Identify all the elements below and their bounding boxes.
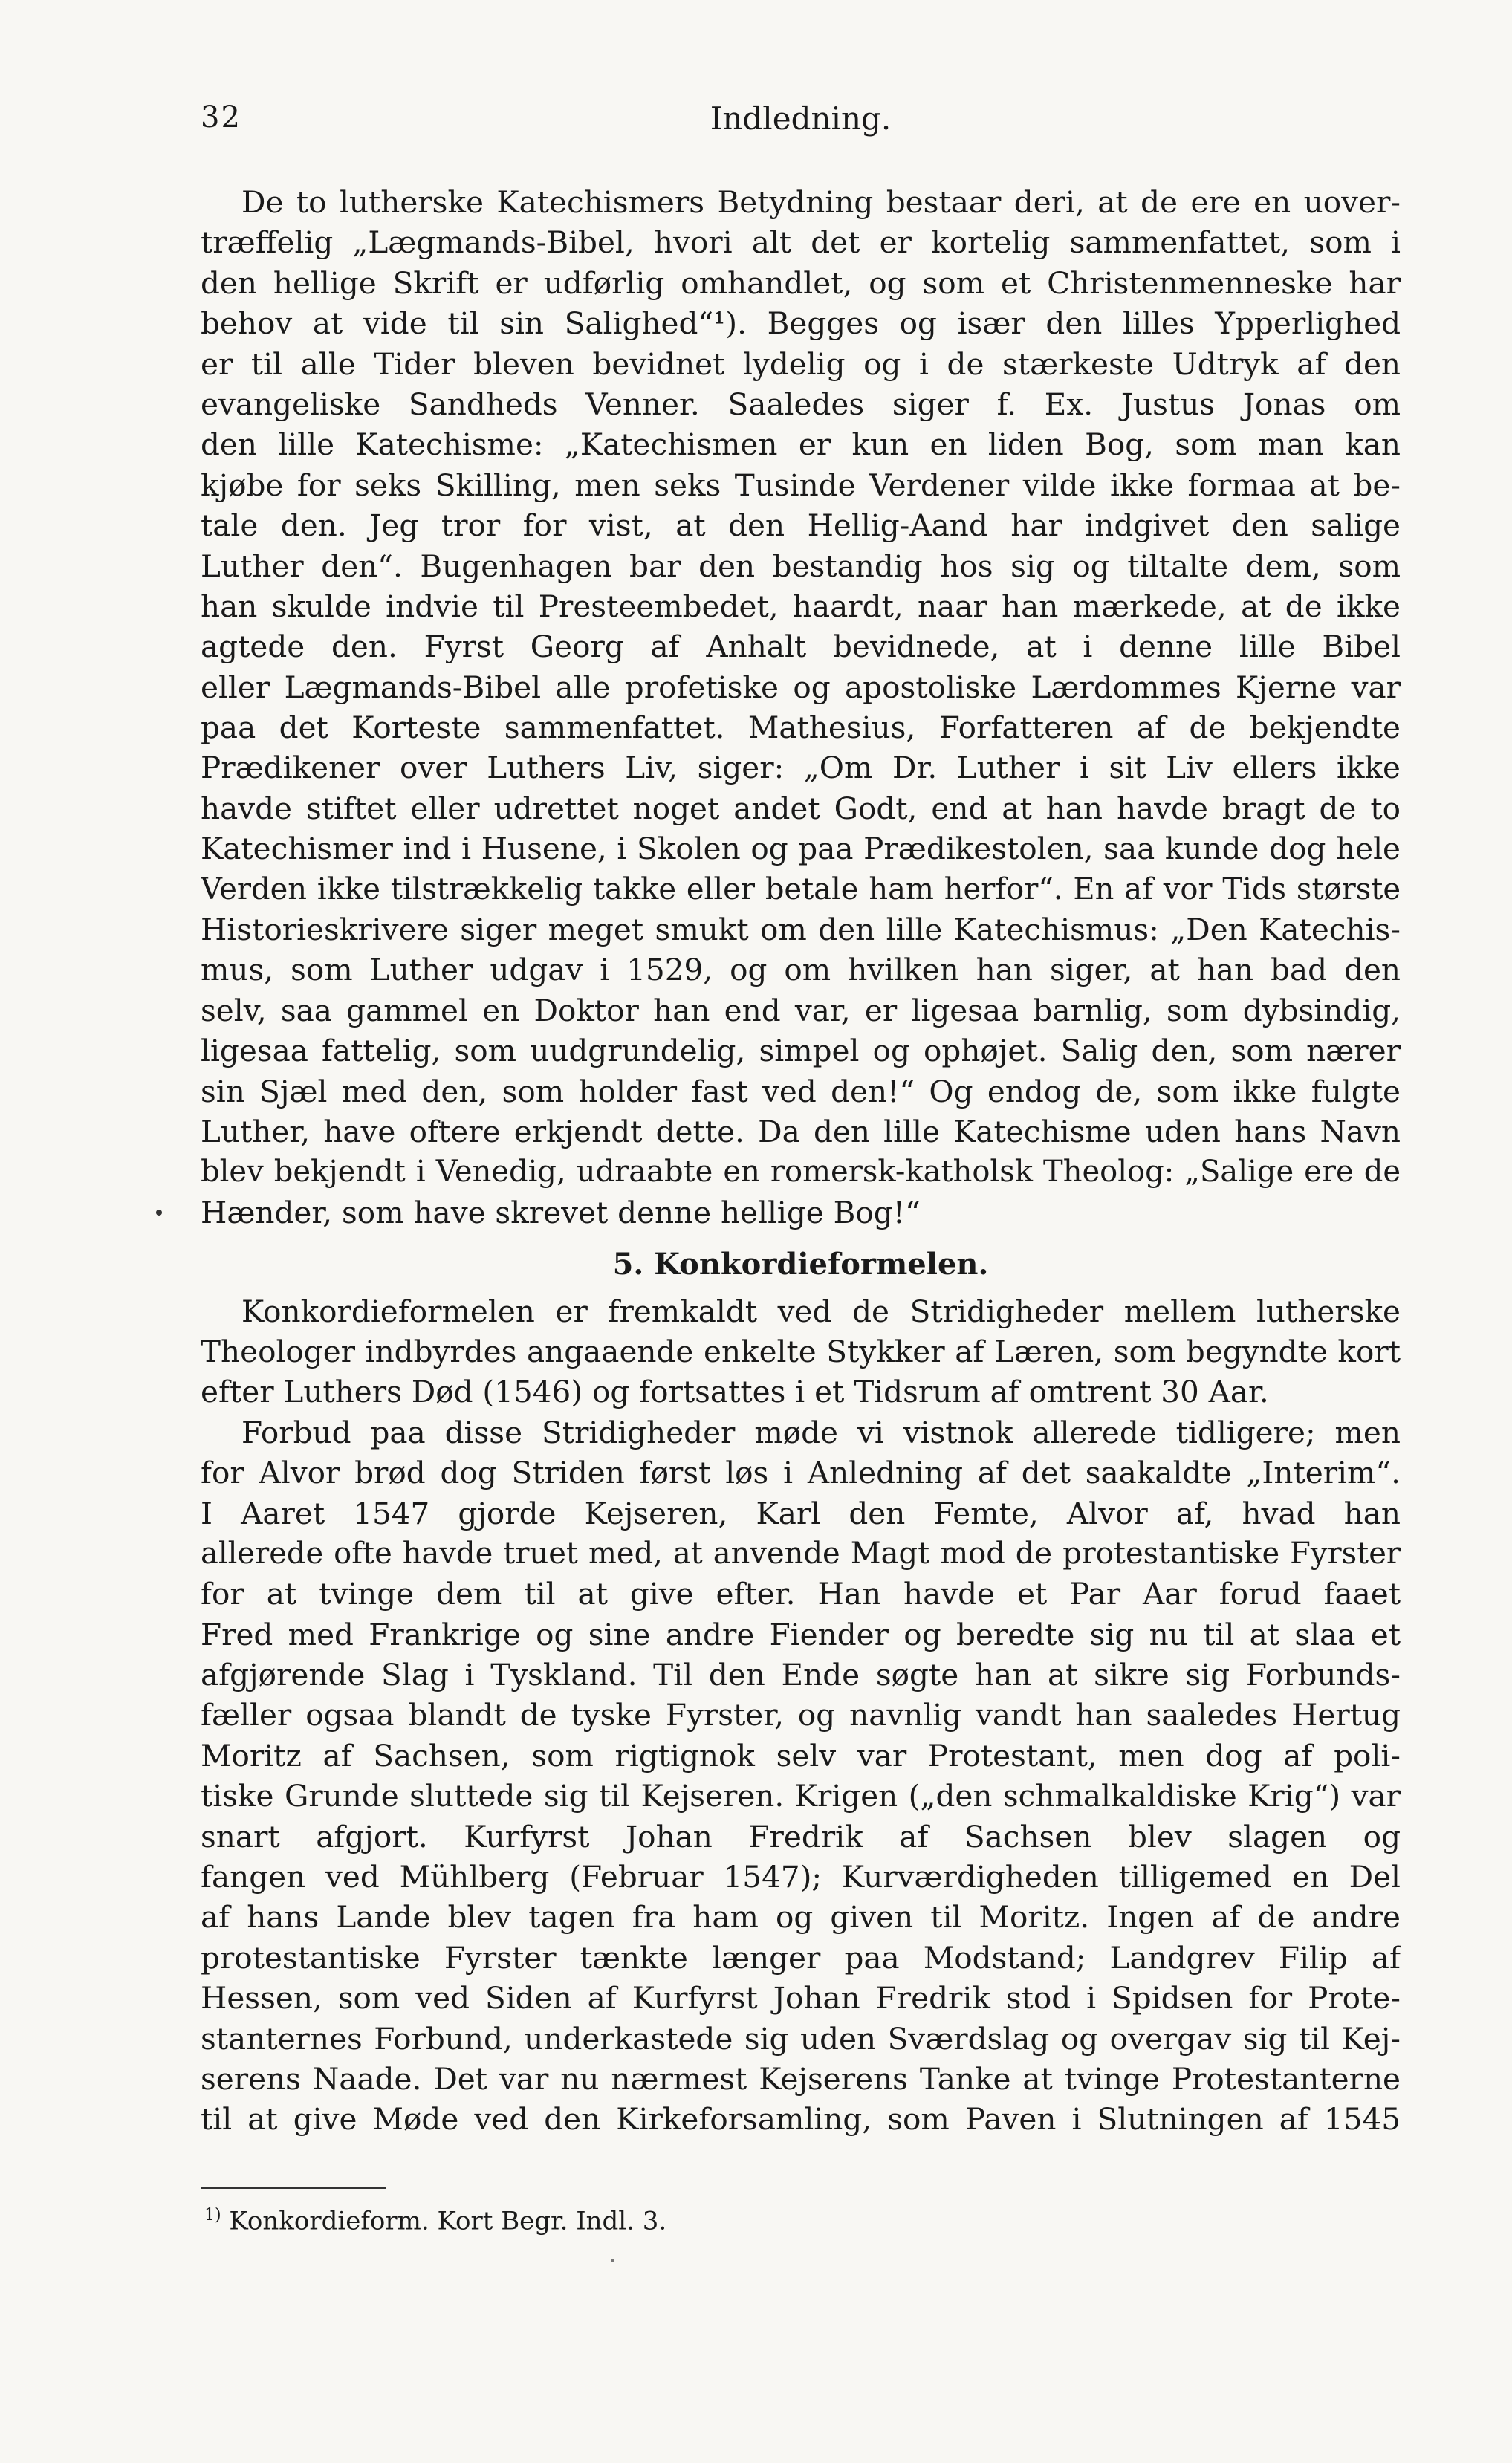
text-line: allerede ofte havde truet med, at anvende Magt mod de protestantiske Fyrster [201, 1536, 1401, 1571]
text-line: snart afgjort. Kurfyrst Johan Fredrik af Sachsen blev slagen og [201, 1818, 1401, 1854]
text-line: fangen ved Mühlberg (Februar 1547); Kurværdigheden tilligemed en Del [201, 1859, 1401, 1895]
paragraph-konkordieformelen [201, 1291, 1401, 2140]
running-title: Indledning. [710, 100, 892, 137]
text-line: stanternes Forbund, underkastede sig uden Sværdslag og overgav sig til Kej- [201, 2020, 1401, 2057]
text-line: Luther den“. Bugenhagen bar den bestandig hos sig og tiltalte dem, som [201, 548, 1401, 584]
text-line: protestantiske Fyrster tænkte længer paa Modstand; Landgrev Filip af [201, 1939, 1401, 1976]
footnote-rule [201, 2187, 386, 2189]
text-line: Prædikener over Luthers Liv, siger: „Om Dr. Luther i sit Liv ellers ikke [201, 750, 1401, 786]
print-speck [611, 2259, 614, 2262]
text-line: Theologer indbyrdes angaaende enkelte Stykker af Læren, som begyndte kort [201, 1333, 1401, 1369]
body-text [201, 182, 1401, 2140]
text-line: fæller ogsaa blandt de tyske Fyrster, og navnlig vandt han saaledes Hertug [201, 1697, 1401, 1733]
text-line: Luther, have oftere erkjendt dette. Da den lille Katechisme uden hans Navn [201, 1113, 1401, 1149]
text-line: træffelig „Lægmands-Bibel, hvori alt det er kortelig sammenfattet, som i [201, 224, 1401, 261]
text-line: Hessen, som ved Siden af Kurfyrst Johan Fredrik stod i Spidsen for Prote- [201, 1980, 1401, 2016]
running-head [201, 100, 1401, 152]
text-line: tiske Grunde sluttede sig til Kejseren. Krigen („den schmalkaldiske Krig“) var [201, 1778, 1401, 1814]
text-line: kjøbe for seks Skilling, men seks Tusinde Verdener vilde ikke formaa at be- [201, 467, 1401, 503]
text-line: De to lutherske Katechismers Betydning bestaar deri, at de ere en uover- [241, 184, 1401, 220]
text-line: for Alvor brød dog Striden først løs i Anledning af det saakaldte „Interim“. [201, 1455, 1401, 1491]
footnote [204, 2199, 666, 2237]
text-line: Forbud paa disse Stridigheder møde vi vistnok allerede tidligere; men [241, 1414, 1401, 1450]
text-line: sin Sjæl med den, som holder fast ved den!“ Og endog de, som ikke fulgte [201, 1073, 1401, 1109]
page-number: 32 [201, 100, 241, 134]
footnote-text: Konkordieform. Kort Begr. Indl. 3. [229, 2206, 667, 2236]
text-line: agtede den. Fyrst Georg af Anhalt bevidnede, at i denne lille Bibel [201, 629, 1401, 665]
text-line: ligesaa fattelig, som uudgrundelig, simpel og ophøjet. Salig den, som nærer [201, 1033, 1401, 1069]
text-line: evangeliske Sandheds Venner. Saaledes siger f. Ex. Justus Jonas om [201, 386, 1401, 422]
text-line: Historieskrivere siger meget smukt om den lille Katechismus: „Den Katechis- [201, 912, 1401, 948]
text-line: Konkordieformelen er fremkaldt ved de Stridigheder mellem lutherske [241, 1293, 1401, 1329]
text-line: selv, saa gammel en Doktor han end var, er ligesaa barnlig, som dybsindig, [201, 992, 1401, 1028]
margin-dot [156, 1210, 162, 1216]
text-line: efter Luthers Død (1546) og fortsattes i et Tidsrum af omtrent 30 Aar. [201, 1374, 1269, 1410]
text-line: havde stiftet eller udrettet noget andet Godt, end at han havde bragt de to [201, 790, 1401, 826]
paragraph-katechismer [201, 182, 1401, 1233]
text-line: for at tvinge dem til at give efter. Han havde et Par Aar forud faaet [201, 1576, 1401, 1612]
text-line: den hellige Skrift er udførlig omhandlet, og som et Christenmenneske har [201, 265, 1401, 301]
text-line: han skulde indvie til Presteembedet, haardt, naar han mærkede, at de ikke [201, 588, 1401, 624]
text-line: paa det Korteste sammenfattet. Mathesius, Forfatteren af de bekjendte [201, 710, 1401, 746]
footnote-marker: 1) [204, 2206, 221, 2225]
text-line: Verden ikke tilstrækkelig takke eller betale ham herfor“. En af vor Tids største [201, 872, 1401, 906]
text-line: eller Lægmands-Bibel alle profetiske og apostoliske Lærdommes Kjerne var [201, 669, 1401, 705]
text-line: Katechismer ind i Husene, i Skolen og paa Prædikestolen, saa kunde dog hele [201, 831, 1401, 867]
text-line: afgjørende Slag i Tyskland. Til den Ende søgte han at sikre sig Forbunds- [201, 1657, 1401, 1693]
section-heading: 5. Konkordieformelen. [612, 1247, 989, 1282]
text-line: den lille Katechisme: „Katechismen er kun en liden Bog, som man kan [201, 426, 1401, 463]
text-line: serens Naade. Det var nu nærmest Kejserens Tanke at tvinge Protestanterne [201, 2060, 1401, 2097]
text-line: tale den. Jeg tror for vist, at den Hellig-Aand har indgivet den salige [201, 507, 1401, 544]
text-line: til at give Møde ved den Kirkeforsamling, som Paven i Slutningen af 1545 [201, 2101, 1401, 2138]
text-line: er til alle Tider bleven bevidnet lydelig og i de stærkeste Udtryk af den [201, 345, 1401, 382]
text-line: behov at vide til sin Salighed“¹). Begges og især den lilles Ypperlighed [201, 305, 1401, 342]
text-line: Hænder, som have skrevet denne hellige Bog!“ [201, 1194, 921, 1230]
text-line: I Aaret 1547 gjorde Kejseren, Karl den Femte, Alvor af, hvad han [201, 1495, 1401, 1531]
text-line: Moritz af Sachsen, som rigtignok selv var Protestant, men dog af poli- [201, 1737, 1401, 1774]
text-line: Fred med Frankrige og sine andre Fiender og beredte sig nu til at slaa et [201, 1616, 1401, 1652]
text-line: af hans Lande blev tagen fra ham og given til Moritz. Ingen af de andre [201, 1899, 1401, 1935]
text-line: blev bekjendt i Venedig, udraabte en romersk-katholsk Theolog: „Salige ere de [201, 1155, 1401, 1190]
text-line: mus, som Luther udgav i 1529, og om hvilken han siger, at han bad den [201, 952, 1401, 988]
